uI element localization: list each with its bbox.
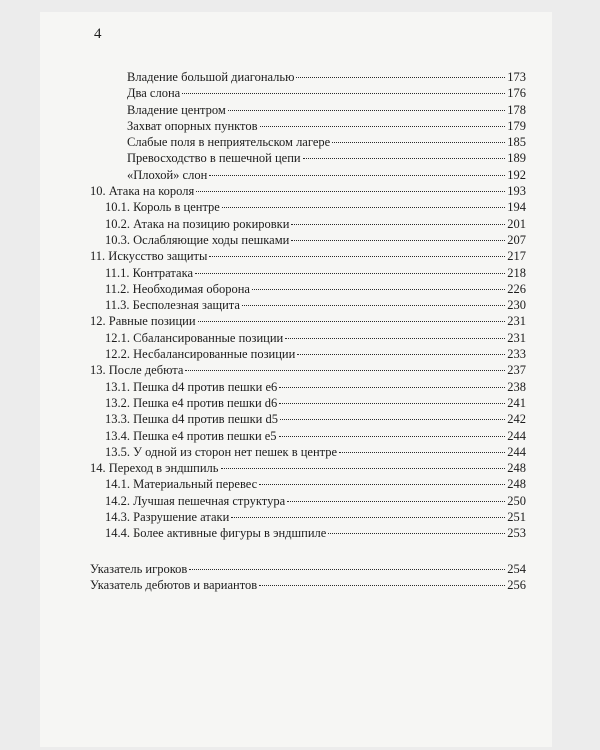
toc-entry-title: 14. Переход в эндшпиль bbox=[90, 461, 219, 476]
dot-leader bbox=[303, 158, 506, 159]
toc-entry-page: 237 bbox=[507, 363, 526, 378]
dot-leader bbox=[259, 585, 505, 586]
toc-entry-page: 201 bbox=[507, 216, 526, 231]
toc-entry-title: 13. После дебюта bbox=[90, 363, 184, 378]
dot-leader bbox=[279, 403, 505, 404]
toc-chapter-list bbox=[90, 69, 526, 542]
toc-entry-page: 242 bbox=[507, 412, 526, 427]
toc-entry bbox=[90, 199, 526, 215]
dot-leader bbox=[222, 207, 505, 208]
toc-entry-title: 13.2. Пешка e4 против пешки d6 bbox=[105, 395, 278, 410]
toc-entry-title: 12.1. Сбалансированные позиции bbox=[105, 330, 284, 345]
toc-entry-title: Владение большой диагональю bbox=[127, 70, 295, 84]
dot-leader bbox=[279, 387, 505, 388]
toc-entry-page: 207 bbox=[507, 232, 526, 247]
dot-leader bbox=[296, 77, 505, 78]
toc-entry-page: 248 bbox=[507, 477, 526, 492]
toc-entry-title: 11.3. Бесполезная защита bbox=[105, 298, 240, 313]
toc-entry-title: «Плохой» слон bbox=[127, 167, 208, 182]
toc-entry-title: 10. Атака на короля bbox=[90, 184, 195, 199]
toc-entry bbox=[90, 379, 526, 395]
toc-entry-title: Указатель игроков bbox=[90, 561, 188, 576]
dot-leader bbox=[182, 93, 505, 94]
toc-entry-title: 13.3. Пешка d4 против пешки d5 bbox=[105, 412, 278, 427]
dot-leader bbox=[228, 110, 505, 111]
toc-entry-page: 173 bbox=[507, 70, 526, 84]
dot-leader bbox=[196, 191, 505, 192]
toc-entry-title: 11.2. Необходимая оборона bbox=[105, 281, 250, 296]
toc-entry bbox=[90, 395, 526, 411]
toc-entry-page: 251 bbox=[507, 510, 526, 525]
dot-leader bbox=[209, 175, 505, 176]
toc-entry bbox=[90, 118, 526, 134]
dot-leader bbox=[328, 533, 505, 534]
toc-entry-title: 10.2. Атака на позицию рокировки bbox=[105, 216, 290, 231]
toc-entry bbox=[90, 232, 526, 248]
toc-entry bbox=[90, 183, 526, 199]
dot-leader bbox=[252, 289, 505, 290]
dot-leader bbox=[198, 321, 506, 322]
toc-entry-title: 11.1. Контратака bbox=[105, 265, 194, 280]
toc-entry-page: 194 bbox=[507, 200, 526, 215]
toc-entry-title: 13.5. У одной из сторон нет пешек в центре bbox=[105, 444, 338, 459]
toc-entry bbox=[90, 493, 526, 509]
dot-leader bbox=[339, 452, 505, 453]
toc-entry-page: 217 bbox=[507, 249, 526, 264]
toc-entry bbox=[90, 265, 526, 281]
dot-leader bbox=[260, 126, 506, 127]
toc-entry bbox=[90, 281, 526, 297]
toc-entry-page: 192 bbox=[507, 167, 526, 182]
dot-leader bbox=[259, 484, 505, 485]
dot-leader bbox=[285, 338, 505, 339]
toc-entry bbox=[90, 411, 526, 427]
dot-leader bbox=[195, 273, 505, 274]
toc-spacer bbox=[90, 542, 526, 561]
toc-entry-title: 12. Равные позиции bbox=[90, 314, 196, 329]
toc-entry-page: 253 bbox=[507, 526, 526, 541]
toc-entry-title: 14.2. Лучшая пешечная структура bbox=[105, 493, 286, 508]
toc-entry-page: 238 bbox=[507, 379, 526, 394]
toc-entry bbox=[90, 476, 526, 492]
toc-entry bbox=[90, 69, 526, 85]
toc-entry-title: Владение центром bbox=[127, 102, 226, 117]
toc-entry-page: 218 bbox=[507, 265, 526, 280]
dot-leader bbox=[231, 517, 505, 518]
toc-entry-page: 193 bbox=[507, 184, 526, 199]
toc-entry bbox=[90, 167, 526, 183]
toc-entry-page: 233 bbox=[507, 347, 526, 362]
toc-entry bbox=[90, 428, 526, 444]
toc-entry-title: Два слона bbox=[127, 86, 181, 101]
toc-entry-page: 230 bbox=[507, 298, 526, 313]
toc-entry-title: 11. Искусство защиты bbox=[90, 249, 208, 264]
dot-leader bbox=[209, 256, 505, 257]
toc-entry-title: 14.1. Материальный перевес bbox=[105, 477, 258, 492]
toc-entry bbox=[90, 297, 526, 313]
toc-entry bbox=[90, 525, 526, 541]
dot-leader bbox=[287, 501, 505, 502]
toc-entry-title: 13.4. Пешка e4 против пешки e5 bbox=[105, 428, 277, 443]
dot-leader bbox=[291, 240, 505, 241]
dot-leader bbox=[279, 436, 506, 437]
toc-entry bbox=[90, 313, 526, 329]
dot-leader bbox=[332, 142, 505, 143]
toc-entry bbox=[90, 85, 526, 101]
dot-leader bbox=[189, 569, 505, 570]
dot-leader bbox=[221, 468, 506, 469]
toc-index-list bbox=[90, 561, 526, 594]
page-number: 4 bbox=[94, 26, 102, 42]
toc-entry-page: 248 bbox=[507, 461, 526, 476]
dot-leader bbox=[280, 419, 505, 420]
toc-entry-page: 226 bbox=[507, 281, 526, 296]
toc-entry bbox=[90, 346, 526, 362]
index-entry bbox=[90, 577, 526, 593]
dot-leader bbox=[297, 354, 505, 355]
dot-leader bbox=[242, 305, 505, 306]
index-entry bbox=[90, 561, 526, 577]
toc-entry-page: 185 bbox=[507, 135, 526, 150]
dot-leader bbox=[185, 370, 505, 371]
toc-entry-page: 241 bbox=[507, 395, 526, 410]
toc-entry bbox=[90, 248, 526, 264]
toc-entry-page: 231 bbox=[507, 314, 526, 329]
toc-entry-title: Превосходство в пешечной цепи bbox=[127, 151, 301, 166]
toc-entry bbox=[90, 150, 526, 166]
dot-leader bbox=[291, 224, 505, 225]
toc-entry bbox=[90, 460, 526, 476]
toc-entry bbox=[90, 102, 526, 118]
toc-entry-page: 231 bbox=[507, 330, 526, 345]
table-of-contents bbox=[90, 69, 526, 593]
toc-entry-page: 256 bbox=[507, 577, 526, 592]
toc-entry-title: 12.2. Несбалансированные позиции bbox=[105, 347, 296, 362]
toc-entry-title: 14.4. Более активные фигуры в эндшпиле bbox=[105, 526, 327, 541]
toc-entry bbox=[90, 362, 526, 378]
toc-entry-page: 250 bbox=[507, 493, 526, 508]
toc-entry-page: 176 bbox=[507, 86, 526, 101]
toc-entry-page: 189 bbox=[507, 151, 526, 166]
toc-entry-page: 254 bbox=[507, 561, 526, 576]
toc-entry-title: 14.3. Разрушение атаки bbox=[105, 510, 230, 525]
toc-entry bbox=[90, 216, 526, 232]
toc-entry bbox=[90, 444, 526, 460]
toc-entry-title: 10.3. Ослабляющие ходы пешками bbox=[105, 232, 290, 247]
toc-entry-title: Захват опорных пунктов bbox=[127, 118, 258, 133]
toc-entry bbox=[90, 134, 526, 150]
toc-entry-page: 244 bbox=[507, 444, 526, 459]
toc-entry-page: 178 bbox=[507, 102, 526, 117]
toc-entry-title: Указатель дебютов и вариантов bbox=[90, 577, 258, 592]
toc-entry-title: 13.1. Пешка d4 против пешки e6 bbox=[105, 379, 278, 394]
toc-entry-page: 179 bbox=[507, 118, 526, 133]
toc-entry bbox=[90, 509, 526, 525]
toc-entry bbox=[90, 330, 526, 346]
toc-entry-page: 244 bbox=[507, 428, 526, 443]
toc-entry-title: 10.1. Король в центре bbox=[105, 200, 220, 215]
toc-entry-title: Слабые поля в неприятельском лагере bbox=[127, 135, 331, 150]
